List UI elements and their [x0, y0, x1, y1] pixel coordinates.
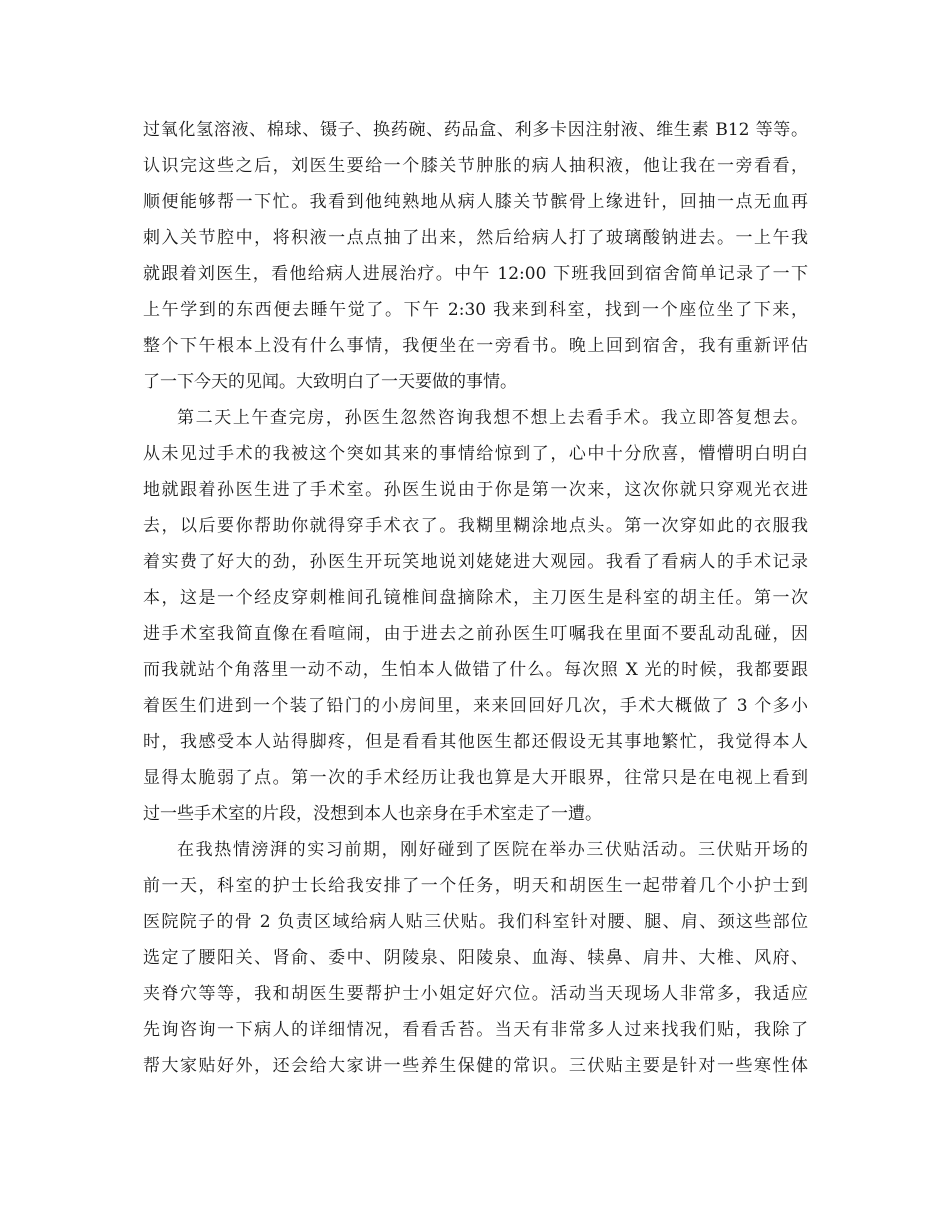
text-line: 过氧化氢溶液、棉球、镊子、换药碗、药品盒、利多卡因注射液、维生素 B12 等等。	[143, 120, 808, 140]
text-line: 刺入关节腔中，将积液一点点抽了出来，然后给病人打了玻璃酸钠进去。一上午我	[143, 228, 808, 248]
text-line: 显得太脆弱了点。第一次的手术经历让我也算是大开眼界，往常只是在电视上看到	[143, 768, 808, 788]
text-line: 前一天，科室的护士长给我安排了一个任务，明天和胡医生一起带着几个小护士到	[143, 876, 808, 896]
text-line: 上午学到的东西便去睡午觉了。下午 2:30 我来到科室，找到一个座位坐了下来，	[143, 300, 808, 320]
text-line: 帮大家贴好外，还会给大家讲一些养生保健的常识。三伏贴主要是针对一些寒性体	[143, 1056, 808, 1076]
text-line: 时，我感受本人站得脚疼，但是看看其他医生都还假设无其事地繁忙，我觉得本人	[143, 732, 808, 752]
text-line: 顺便能够帮一下忙。我看到他纯熟地从病人膝关节髌骨上缘进针，回抽一点无血再	[143, 192, 808, 212]
text-line: 过一些手术室的片段，没想到本人也亲身在手术室走了一遭。	[143, 804, 602, 824]
text-line: 去，以后要你帮助你就得穿手术衣了。我糊里糊涂地点头。第一次穿如此的衣服我	[143, 516, 808, 536]
text-line: 夹脊穴等等，我和胡医生要帮护士小姐定好穴位。活动当天现场人非常多，我适应	[143, 984, 808, 1004]
paragraph-3	[143, 832, 808, 1084]
text-line: 地就跟着孙医生进了手术室。孙医生说由于你是第一次来，这次你就只穿观光衣进	[143, 480, 808, 500]
text-line: 从未见过手术的我被这个突如其来的事情给惊到了，心中十分欣喜，懵懵明白明白	[143, 444, 808, 464]
text-line: 着实费了好大的劲，孙医生开玩笑地说刘姥姥进大观园。我看了看病人的手术记录	[143, 552, 808, 572]
text-line: 了一下今天的见闻。大致明白了一天要做的事情。	[143, 372, 517, 392]
text-line: 选定了腰阳关、肾俞、委中、阴陵泉、阳陵泉、血海、犊鼻、肩井、大椎、风府、	[143, 948, 808, 968]
text-line: 先询咨询一下病人的详细情况，看看舌苔。当天有非常多人过来找我们贴，我除了	[143, 1020, 808, 1040]
paragraph-1	[143, 112, 808, 400]
text-line: 就跟着刘医生，看他给病人进展治疗。中午 12:00 下班我回到宿舍简单记录了一下	[143, 264, 808, 284]
text-line: 进手术室我简直像在看喧闹，由于进去之前孙医生叮嘱我在里面不要乱动乱碰，因	[143, 624, 808, 644]
text-line: 在我热情滂湃的实习前期，刚好碰到了医院在举办三伏贴活动。三伏贴开场的	[177, 840, 808, 860]
paragraph-2	[143, 400, 808, 832]
text-line: 而我就站个角落里一动不动，生怕本人做错了什么。每次照 X 光的时候，我都要跟	[143, 660, 808, 680]
document-body	[143, 112, 808, 1084]
text-line: 着医生们进到一个装了铅门的小房间里，来来回回好几次，手术大概做了 3 个多小	[143, 696, 808, 716]
text-line: 医院院子的骨 2 负责区域给病人贴三伏贴。我们科室针对腰、腿、肩、颈这些部位	[143, 912, 808, 932]
text-line: 整个下午根本上没有什么事情，我便坐在一旁看书。晚上回到宿舍，我有重新评估	[143, 336, 808, 356]
text-line: 本，这是一个经皮穿刺椎间孔镜椎间盘摘除术，主刀医生是科室的胡主任。第一次	[143, 588, 808, 608]
text-line: 第二天上午查完房，孙医生忽然咨询我想不想上去看手术。我立即答复想去。	[177, 408, 808, 428]
text-line: 认识完这些之后，刘医生要给一个膝关节肿胀的病人抽积液，他让我在一旁看看，	[143, 156, 808, 176]
